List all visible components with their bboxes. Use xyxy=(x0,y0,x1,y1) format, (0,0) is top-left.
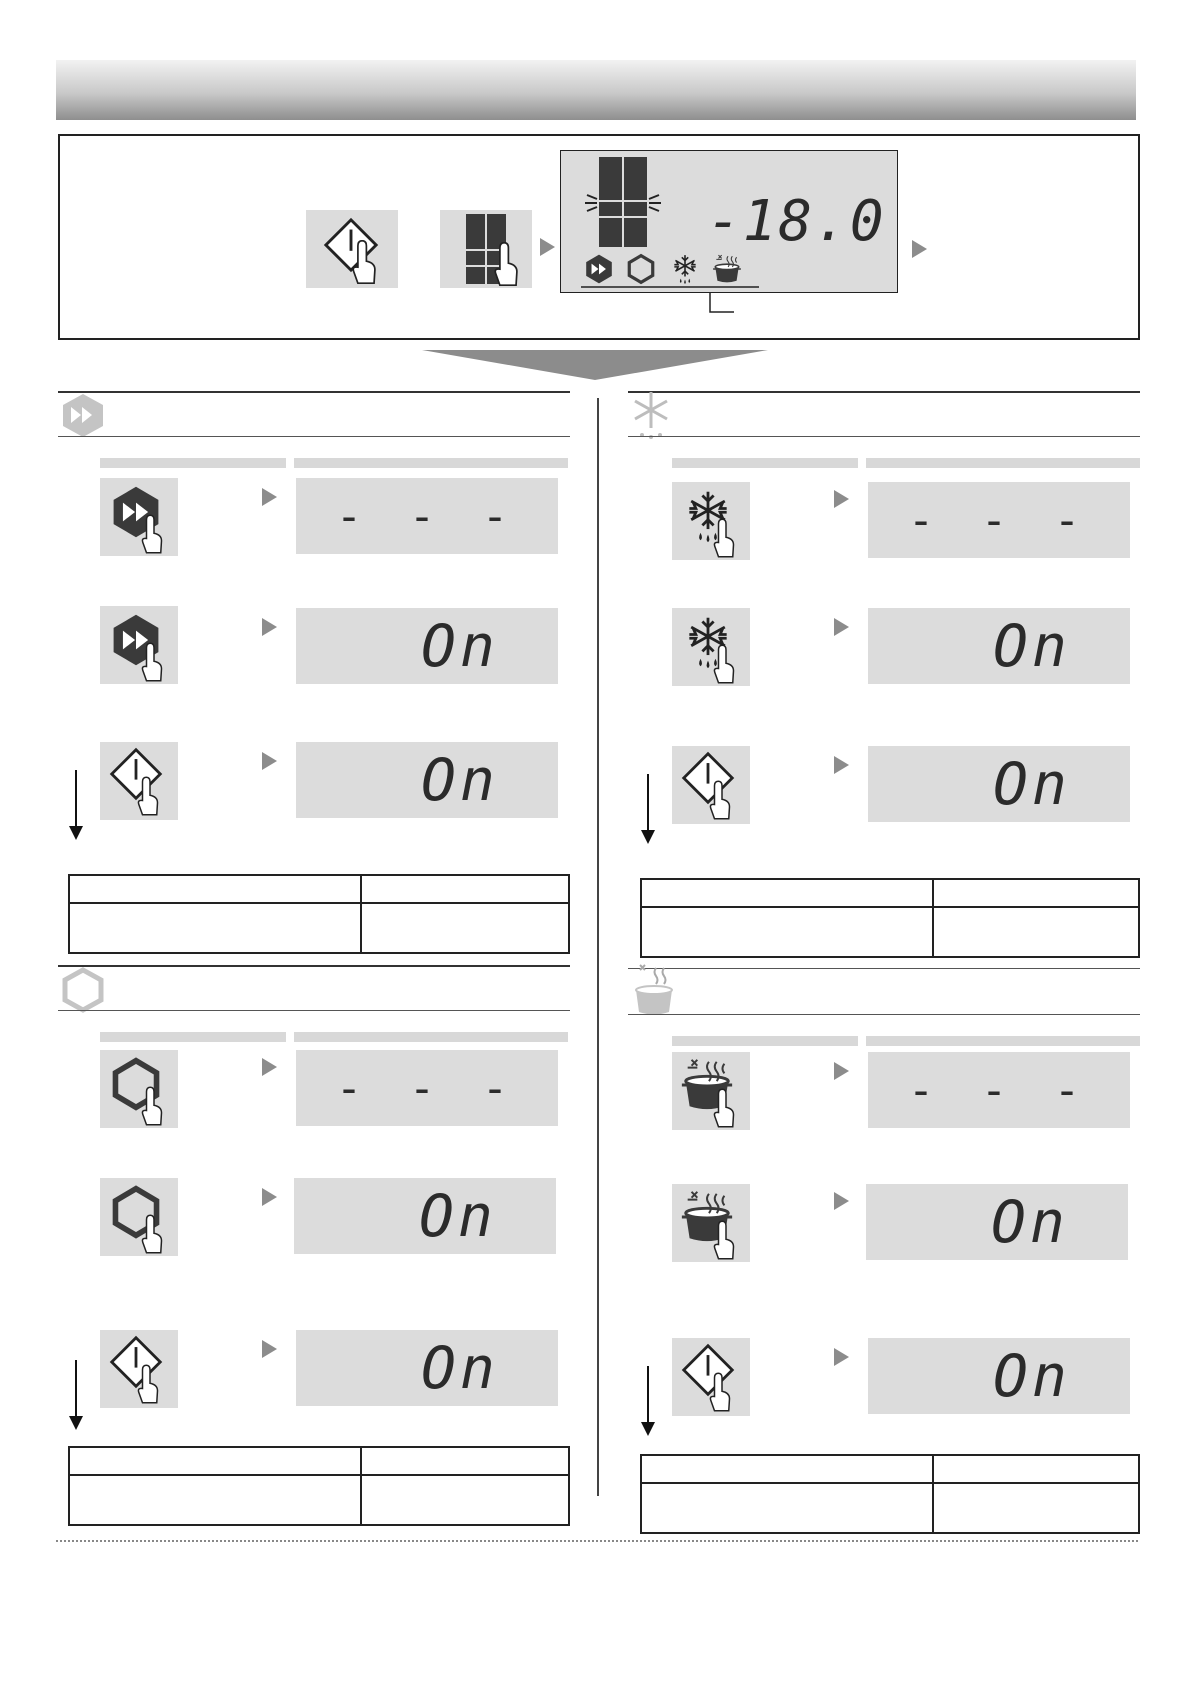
column-divider xyxy=(597,398,599,1496)
step-display: On xyxy=(868,608,1130,684)
hexagon-icon xyxy=(60,966,106,1014)
info-table xyxy=(68,1446,570,1526)
function-icons xyxy=(579,253,779,289)
compartment-button[interactable] xyxy=(440,210,532,288)
info-table xyxy=(640,1454,1140,1534)
express-button[interactable] xyxy=(100,606,178,684)
step-display: On xyxy=(866,1184,1128,1260)
pot-icon xyxy=(630,962,678,1018)
express-button[interactable] xyxy=(100,478,178,556)
down-arrow-icon xyxy=(647,1366,649,1426)
select-button[interactable] xyxy=(672,1338,750,1416)
header-bar xyxy=(56,60,1136,120)
down-arrow-icon xyxy=(75,770,77,830)
fridge-compartment-icon xyxy=(440,210,532,288)
select-icon xyxy=(306,210,398,288)
step-display: - - - xyxy=(868,482,1130,558)
select-button[interactable] xyxy=(672,746,750,824)
hexagon-button[interactable] xyxy=(100,1178,178,1256)
fridge-compartment-icon xyxy=(583,155,673,250)
step-display: On xyxy=(296,742,558,818)
down-arrow-icon xyxy=(647,774,649,834)
snowflake-button[interactable] xyxy=(672,482,750,560)
footer-divider xyxy=(56,1540,1138,1542)
step-display: - - - xyxy=(868,1052,1130,1128)
step-display: On xyxy=(296,608,558,684)
hexagon-button[interactable] xyxy=(100,1050,178,1128)
snowflake-icon xyxy=(628,390,674,440)
select-button[interactable] xyxy=(100,1330,178,1408)
info-table xyxy=(640,878,1140,958)
info-table xyxy=(68,874,570,954)
step-display: On xyxy=(868,1338,1130,1414)
step-display: - - - xyxy=(296,1050,558,1126)
select-button[interactable] xyxy=(306,210,398,288)
step-display: - - - xyxy=(296,478,558,554)
arrow-icon xyxy=(912,240,927,258)
express-icon xyxy=(60,392,106,438)
arrow-icon xyxy=(540,238,555,256)
temperature-readout: -18.0 xyxy=(707,189,886,254)
step-display: On xyxy=(294,1178,556,1254)
pot-button[interactable] xyxy=(672,1184,750,1262)
main-display xyxy=(560,150,898,293)
pot-button[interactable] xyxy=(672,1052,750,1130)
flow-arrow xyxy=(422,350,768,380)
step-display: On xyxy=(296,1330,558,1406)
down-arrow-icon xyxy=(75,1360,77,1420)
select-button[interactable] xyxy=(100,742,178,820)
step-display: On xyxy=(868,746,1130,822)
pointer-line xyxy=(700,292,740,318)
snowflake-button[interactable] xyxy=(672,608,750,686)
